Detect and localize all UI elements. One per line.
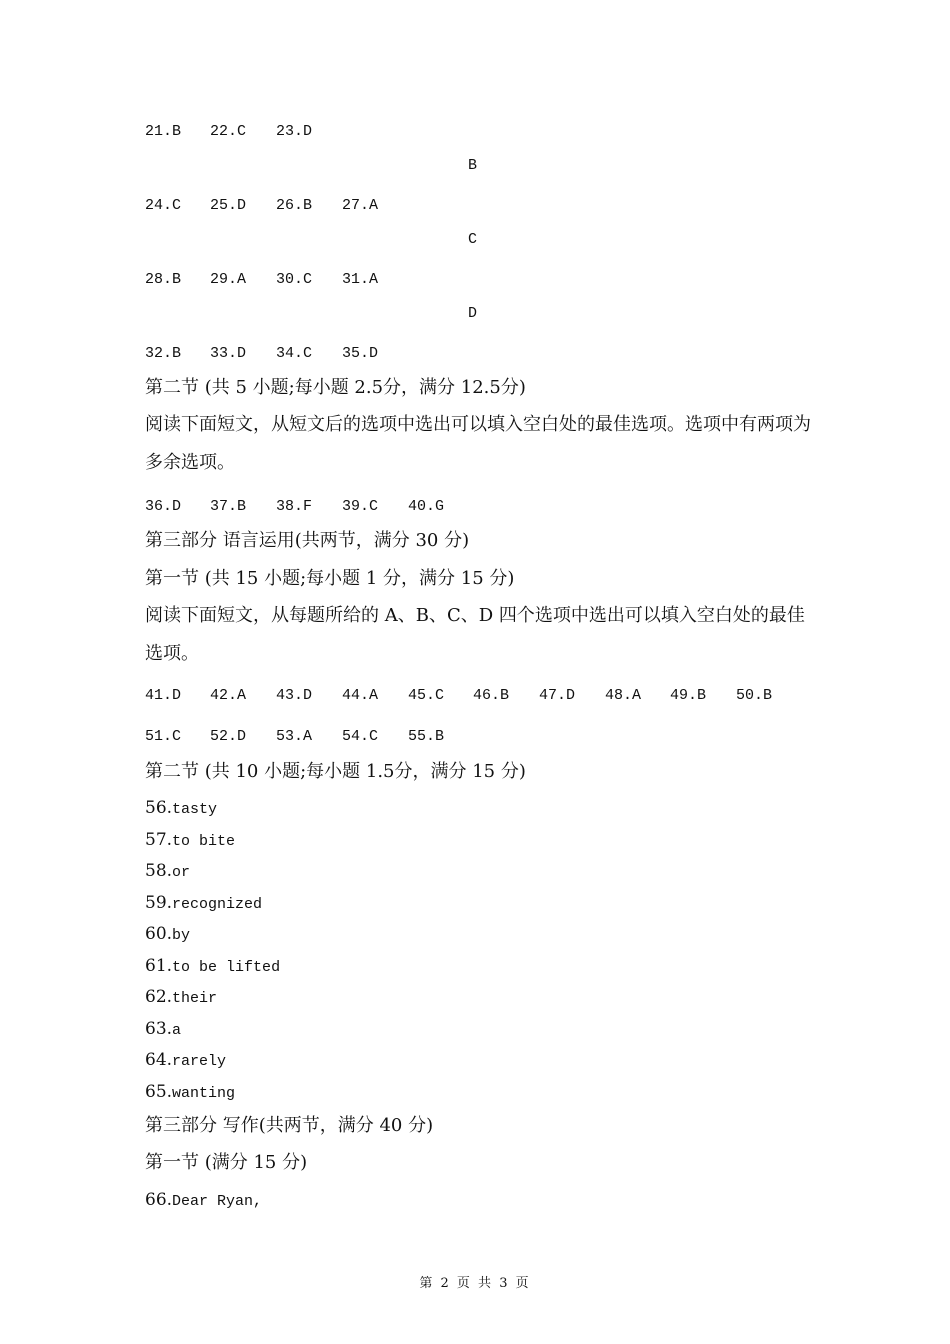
answer-32: 32.B — [145, 345, 182, 362]
answer-52: 52.D — [210, 728, 247, 745]
answer-40: 40.G — [408, 498, 445, 515]
fill-number: 62. — [145, 987, 173, 1007]
fill-number: 58. — [145, 861, 173, 881]
fill-number: 66. — [145, 1190, 173, 1210]
center-letter-b: B — [468, 157, 478, 174]
fill-number: 60. — [145, 924, 173, 944]
answer-26: 26.B — [276, 197, 313, 214]
fill-number: 57. — [145, 830, 173, 850]
answer-24: 24.C — [145, 197, 182, 214]
fill-word: Dear Ryan, — [172, 1193, 263, 1210]
fill-answer-64 — [145, 1050, 226, 1072]
answer-44: 44.A — [342, 687, 379, 704]
fill-answer-66 — [145, 1190, 262, 1212]
fill-word: to be lifted — [172, 959, 281, 976]
page-footer: 第 2 页 共 3 页 — [419, 1276, 531, 1291]
answer-49: 49.B — [670, 687, 707, 704]
center-letter-c: C — [468, 231, 478, 248]
section2-heading: 第二节 (共 5 小题;每小题 2.5分，满分 12.5分) — [145, 377, 526, 398]
fill-answer-65 — [145, 1082, 235, 1104]
answer-28: 28.B — [145, 271, 182, 288]
answer-31: 31.A — [342, 271, 379, 288]
answer-27: 27.A — [342, 197, 379, 214]
fill-answer-59 — [145, 893, 262, 915]
fill-number: 61. — [145, 956, 173, 976]
fill-word: tasty — [172, 801, 218, 818]
fill-answer-63 — [145, 1019, 181, 1041]
fill-word: to bite — [172, 833, 236, 850]
answer-38: 38.F — [276, 498, 313, 515]
answer-34: 34.C — [276, 345, 313, 362]
answer-25: 25.D — [210, 197, 247, 214]
answer-46: 46.B — [473, 687, 510, 704]
section2-instruction: 阅读下面短文，从短文后的选项中选出可以填入空白处的最佳选项。选项中有两项为多余选项。 — [145, 414, 811, 473]
answer-29: 29.A — [210, 271, 247, 288]
fill-answer-62 — [145, 987, 217, 1009]
answer-39: 39.C — [342, 498, 379, 515]
fill-word: or — [172, 864, 191, 881]
fill-word: recognized — [172, 896, 263, 913]
fill-word: a — [172, 1022, 182, 1039]
answer-45: 45.C — [408, 687, 445, 704]
answer-21: 21.B — [145, 123, 182, 140]
fill-number: 65. — [145, 1082, 173, 1102]
writing-section1-heading: 第一节 (满分 15 分) — [145, 1152, 308, 1173]
answer-35: 35.D — [342, 345, 379, 362]
answer-50: 50.B — [736, 687, 773, 704]
answer-53: 53.A — [276, 728, 313, 745]
fill-word: wanting — [172, 1085, 236, 1102]
fill-number: 59. — [145, 893, 173, 913]
fill-answer-57 — [145, 830, 235, 852]
fill-answer-60 — [145, 924, 190, 946]
answer-54: 54.C — [342, 728, 379, 745]
center-letter-d: D — [468, 305, 478, 322]
answer-36: 36.D — [145, 498, 182, 515]
fill-number: 63. — [145, 1019, 173, 1039]
answer-30: 30.C — [276, 271, 313, 288]
answer-51: 51.C — [145, 728, 182, 745]
fill-number: 64. — [145, 1050, 173, 1070]
answer-33: 33.D — [210, 345, 247, 362]
fill-number: 56. — [145, 798, 173, 818]
fill-word: by — [172, 927, 191, 944]
answer-37: 37.B — [210, 498, 247, 515]
answer-47: 47.D — [539, 687, 576, 704]
answer-55: 55.B — [408, 728, 445, 745]
fill-answer-56 — [145, 798, 217, 820]
answer-22: 22.C — [210, 123, 247, 140]
part3-section2-heading: 第二节 (共 10 小题;每小题 1.5分，满分 15 分) — [145, 761, 526, 782]
part3-section1-heading: 第一节 (共 15 小题;每小题 1 分，满分 15 分) — [145, 568, 515, 589]
answer-43: 43.D — [276, 687, 313, 704]
fill-answer-61 — [145, 956, 280, 978]
fill-word: their — [172, 990, 218, 1007]
fill-answer-58 — [145, 861, 190, 883]
answer-41: 41.D — [145, 687, 182, 704]
answer-42: 42.A — [210, 687, 247, 704]
answer-23: 23.D — [276, 123, 313, 140]
writing-heading: 第三部分 写作(共两节，满分 40 分) — [145, 1115, 434, 1136]
part3-section1-instruction: 阅读下面短文，从每题所给的 A、B、C、D 四个选项中选出可以填入空白处的最佳选项。 — [145, 605, 805, 664]
part3-heading: 第三部分 语言运用(共两节，满分 30 分) — [145, 530, 470, 551]
answer-48: 48.A — [605, 687, 642, 704]
fill-word: rarely — [172, 1053, 227, 1070]
